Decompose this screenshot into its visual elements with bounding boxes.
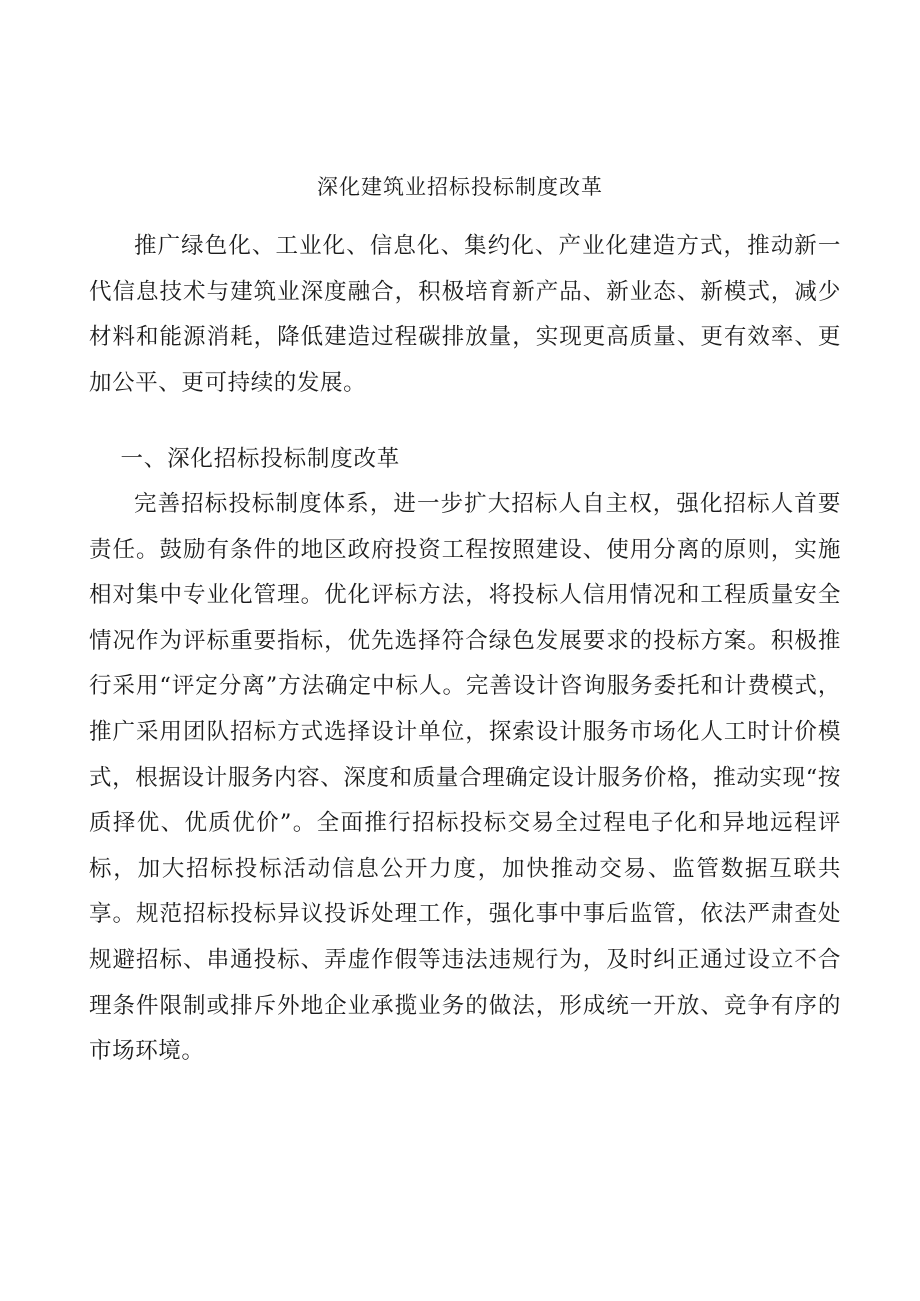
document-title: 深化建筑业招标投标制度改革 bbox=[317, 175, 603, 199]
section-heading: 一、深化招标投标制度改革 bbox=[120, 446, 401, 472]
section-paragraph: 完善招标投标制度体系，进一步扩大招标人自主权，强化招标人首要责任。鼓励有条件的地区政府投资工程按照建设、使用分离的原则，实施相对集中专业化管理。优化评标方法，将投标人信用情况和工程质量安全情况作为评标重要指标，优先选择符合绿色发展要求的投标方案。积极推行采用“评定分离”方法确定中标人。完善设计咨询服务委托和计费模式，推广采用团队招标方式选择设计单位，探索设计服务市场化人工时计价模式，根据设计服务内容、深度和质量合理确定设计服务价格，推动实现“按质择优、优质优价”。全面推行招标投标交易全过程电子化和异地远程评标，加大招标投标活动信息公开力度，加快推动交易、监管数据互联共享。规范招标投标异议投诉处理工作，强化事中事后监管，依法严肃查处规避招标、串通投标、弄虚作假等违法违规行为，及时纠正通过设立不合理条件限制或排斥外地企业承揽业务的做法，形成统一开放、竞争有序的市场环境。 bbox=[89, 491, 841, 1065]
intro-paragraph: 推广绿色化、工业化、信息化、集约化、产业化建造方式，推动新一代信息技术与建筑业深度融合，积极培育新产品、新业态、新模式，减少材料和能源消耗，降低建造过程碳排放量，实现更高质量、更有效率、更加公平、更可持续的发展。 bbox=[89, 233, 841, 396]
